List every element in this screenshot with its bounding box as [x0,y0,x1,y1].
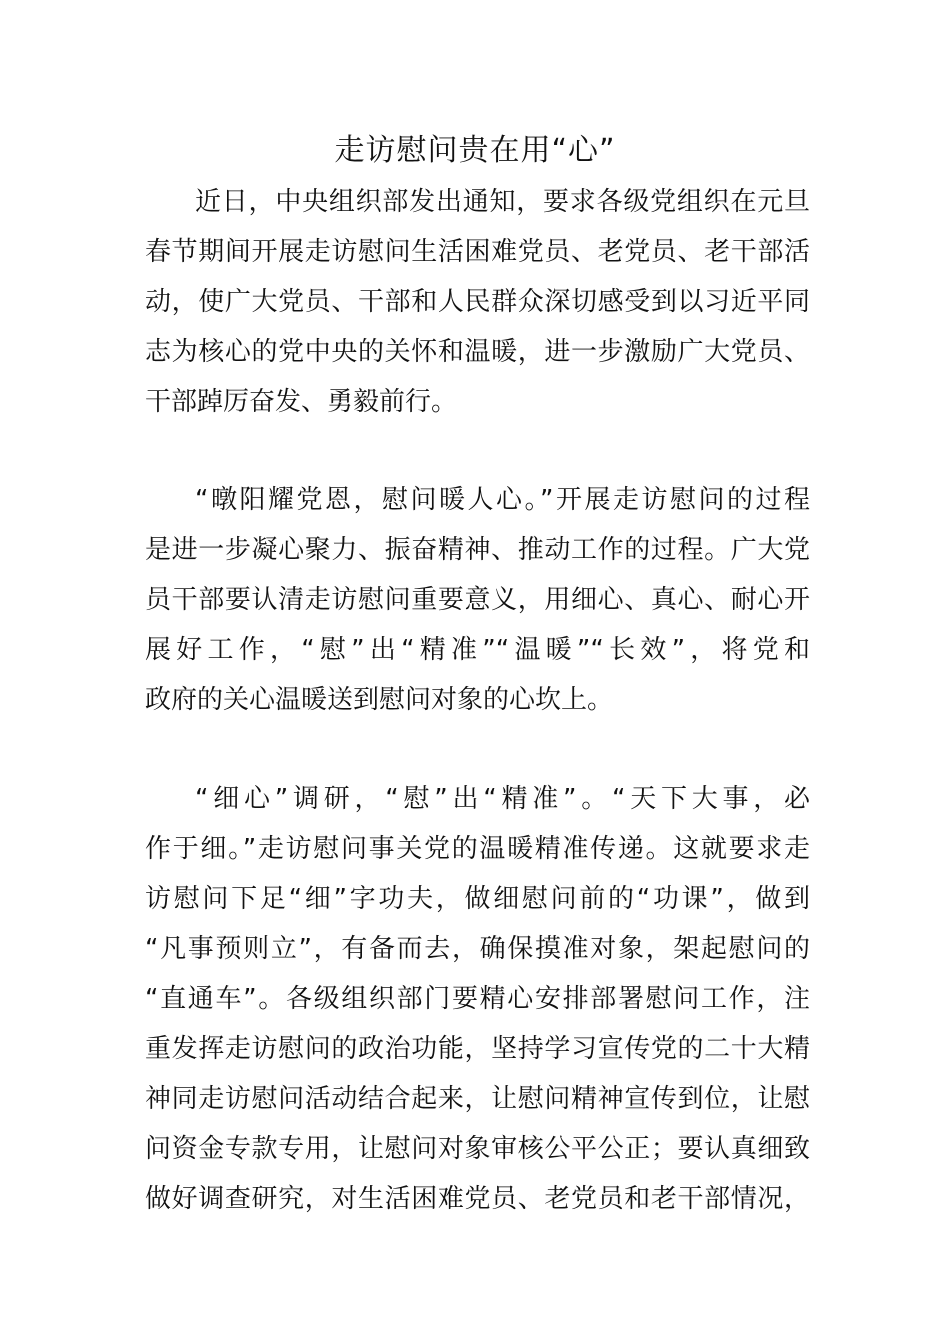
text-line: 神同走访慰问活动结合起来，让慰问精神宣传到位，让慰 [145,1084,810,1114]
text-line: “直通车”。各级组织部门要精心安排部署慰问工作，注 [145,984,810,1014]
paragraph-2 [145,475,810,725]
text-line: 做好调查研究，对生活困难党员、老党员和老干部情况， [145,1184,810,1214]
text-line: 作于细。”走访慰问事关党的温暖精准传递。这就要求走 [145,834,810,864]
text-line: 是进一步凝心聚力、振奋精神、推动工作的过程。广大党 [145,535,810,565]
text-line: 干部踔厉奋发、勇毅前行。 [145,387,458,417]
text-line: 问资金专款专用，让慰问对象审核公平公正；要认真细致 [145,1134,810,1164]
document-title: 走访慰问贵在用“心” [334,133,616,168]
text-line: 重发挥走访慰问的政治功能，坚持学习宣传党的二十大精 [145,1034,810,1064]
text-line: 展好工作，“慰”出“精准”“温暖”“长效”，将党和 [145,635,810,665]
text-line: 春节期间开展走访慰问生活困难党员、老党员、老干部活 [145,237,810,267]
text-line: 访慰问下足“细”字功夫，做细慰问前的“功课”，做到 [145,884,810,914]
text-line: 动，使广大党员、干部和人民群众深切感受到以习近平同 [145,287,810,317]
paragraph-3 [145,774,810,1224]
text-line: “凡事预则立”，有备而去，确保摸准对象，架起慰问的 [145,934,810,964]
text-line: “细心”调研，“慰”出“精准”。“天下大事，必 [195,784,810,814]
text-line: 志为核心的党中央的关怀和温暖，进一步激励广大党员、 [145,337,810,367]
text-line: 员干部要认清走访慰问重要意义，用细心、真心、耐心开 [145,585,810,615]
text-line: 近日，中央组织部发出通知，要求各级党组织在元旦 [195,187,810,217]
text-line: 政府的关心温暖送到慰问对象的心坎上。 [145,685,614,715]
text-line: “暾阳耀党恩，慰问暖人心。”开展走访慰问的过程 [195,485,810,515]
paragraph-1 [145,177,810,427]
